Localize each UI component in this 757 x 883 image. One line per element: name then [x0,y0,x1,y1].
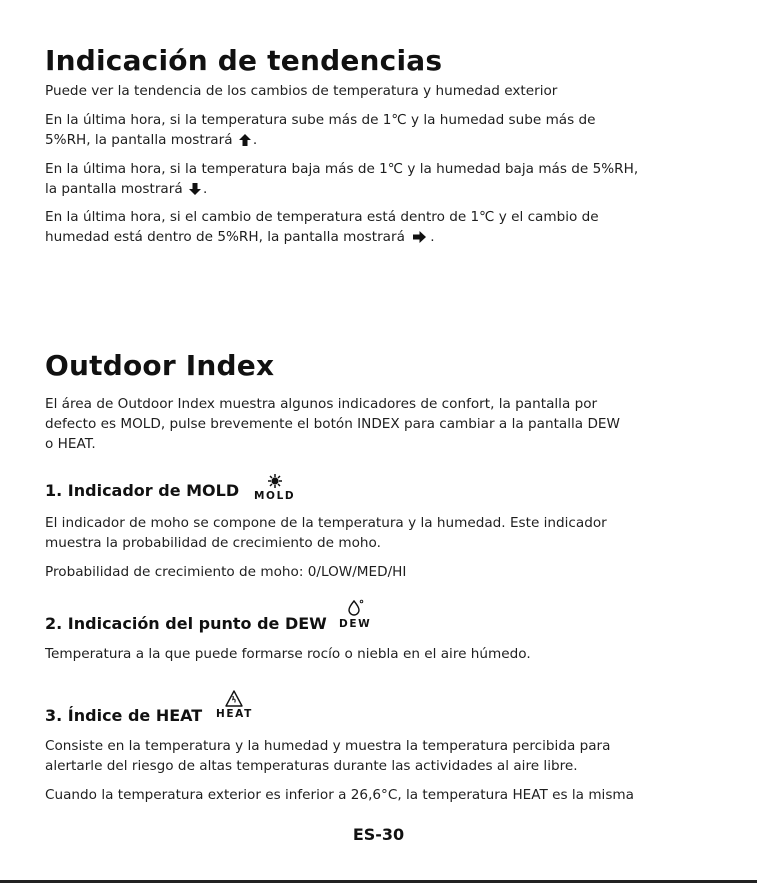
trend-fall-line-2: la pantalla mostrará [45,181,183,197]
mold-desc-line-1: El indicador de moho se compone de la temperatura y la humedad. Este indicador [45,515,607,531]
trend-rise-line-1: En la última hora, si la temperatura sube más de 1℃ y la humedad sube más de [45,112,596,128]
arrow-down-icon [189,181,201,201]
dew-badge [339,599,371,630]
trends-title: Indicación de tendencias [45,44,443,77]
dew-description: Temperatura a la que puede formarse rocío o niebla en el aire húmedo. [45,646,531,662]
mold-levels: Probabilidad de crecimiento de moho: 0/LOW/MED/HI [45,564,407,580]
dew-drop-icon [339,599,371,617]
trend-fall-paragraph [45,159,715,201]
mold-icon [254,473,295,489]
outdoor-intro-line-3: o HEAT. [45,436,96,452]
trend-steady-period: . [430,229,435,245]
trend-fall-line-1: En la última hora, si la temperatura baja más de 1℃ y la humedad baja más de 5%RH, [45,161,639,177]
arrow-right-icon [413,229,426,249]
heat-threshold-note: Cuando la temperatura exterior es inferior a 26,6°C, la temperatura HEAT es la misma [45,787,634,803]
mold-badge-label: MOLD [254,490,296,502]
outdoor-index-intro [45,394,715,454]
dew-badge-label: DEW [339,618,372,630]
heat-badge-label: HEAT [216,708,253,720]
trend-rise-paragraph [45,110,715,152]
outdoor-index-title: Outdoor Index [45,349,275,382]
heat-description [45,736,715,776]
trends-intro: Puede ver la tendencia de los cambios de temperatura y humedad exterior [45,83,558,99]
outdoor-intro-line-2: defecto es MOLD, pulse brevemente el botón INDEX para cambiar a la pantalla DEW [45,416,620,432]
trend-fall-period: . [203,181,208,197]
heat-warning-icon [216,690,253,707]
heat-desc-line-2: alertarle del riesgo de altas temperaturas durante las actividades al aire libre. [45,758,578,774]
trend-steady-line-2: humedad está dentro de 5%RH, la pantalla mostrará [45,229,405,245]
heat-desc-line-1: Consiste en la temperatura y la humedad y muestra la temperatura percibida para [45,738,611,754]
mold-heading: 1. Indicador de MOLD [45,481,240,500]
trend-rise-line-2: 5%RH, la pantalla mostrará [45,132,233,148]
mold-desc-line-2: muestra la probabilidad de crecimiento de moho. [45,535,381,551]
mold-description [45,513,715,553]
trend-rise-period: . [252,132,258,148]
trend-steady-paragraph [45,207,715,249]
heat-badge [216,690,253,720]
heat-heading: 3. Índice de HEAT [45,706,203,725]
arrow-up-icon [239,132,251,152]
trend-steady-line-1: En la última hora, si el cambio de temperatura está dentro de 1℃ y el cambio de [45,209,599,225]
dew-heading: 2. Indicación del punto de DEW [45,614,327,633]
mold-badge [254,473,295,502]
page-number: ES-30 [352,825,405,844]
outdoor-intro-line-1: El área de Outdoor Index muestra algunos indicadores de confort, la pantalla por [45,396,598,412]
